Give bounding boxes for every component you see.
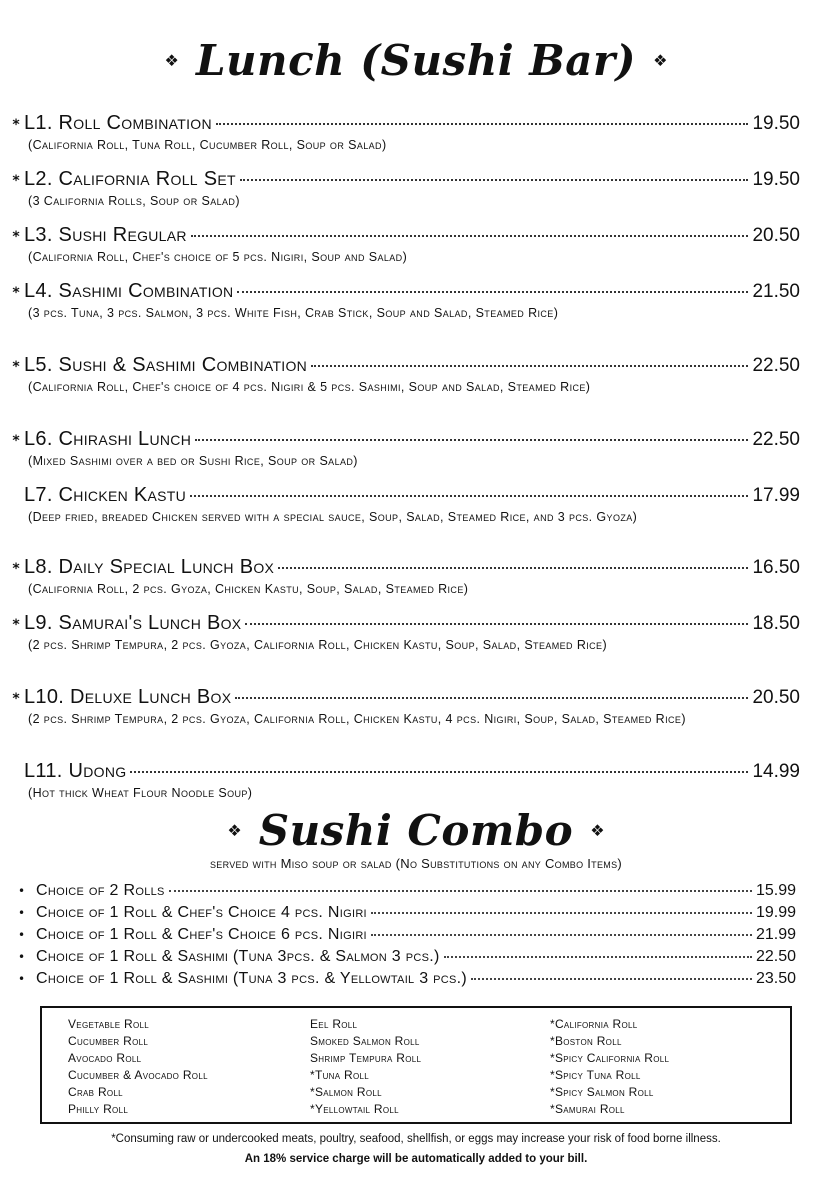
service-charge-note: An 18% service charge will be automatically added to your bill. bbox=[244, 1153, 588, 1165]
bullet-icon: • bbox=[18, 884, 26, 898]
menu-item-price: 20.50 bbox=[752, 225, 800, 246]
combo-item-name: Choice of 1 Roll & Sashimi (Tuna 3 pcs. & Yellowtail 3 pcs.) bbox=[36, 970, 468, 987]
menu-item-description: (Deep fried, breaded Chicken served with a special sauce, Soup, Salad, Steamed Rice, and 3 pcs. Gyoza) bbox=[28, 510, 638, 524]
menu-item-line bbox=[8, 556, 800, 580]
raw-marker: * bbox=[12, 173, 20, 189]
menu-item-name: L2. California Roll Set bbox=[24, 168, 236, 190]
raw-marker: * bbox=[12, 229, 20, 245]
combo-item-price: 23.50 bbox=[755, 970, 796, 987]
dot-leader bbox=[190, 495, 748, 497]
menu-item-line bbox=[8, 484, 800, 508]
menu-item-line bbox=[8, 612, 800, 636]
menu-item-price: 18.50 bbox=[752, 613, 800, 634]
menu-item-price: 22.50 bbox=[752, 355, 800, 376]
roll-option: Eel Roll bbox=[310, 1017, 358, 1031]
roll-column-2 bbox=[310, 1016, 421, 1118]
menu-item-description: (2 pcs. Shrimp Tempura, 2 pcs. Gyoza, California Roll, Chicken Kastu, 4 pcs. Nigiri, Soup, Salad, Steamed Rice) bbox=[28, 712, 686, 726]
menu-item-price: 20.50 bbox=[752, 687, 800, 708]
combo-title: Sushi Combo bbox=[258, 806, 574, 855]
menu-item bbox=[8, 556, 800, 598]
combo-item-name: Choice of 1 Roll & Chef's Choice 4 pcs. Nigiri bbox=[36, 904, 367, 921]
roll-option: Avocado Roll bbox=[68, 1051, 142, 1065]
menu-item-name: L7. Chicken Kastu bbox=[24, 484, 187, 506]
menu-item bbox=[8, 354, 800, 396]
menu-item bbox=[8, 224, 800, 266]
menu-item bbox=[8, 612, 800, 654]
roll-option: Philly Roll bbox=[68, 1102, 129, 1116]
dot-leader bbox=[216, 123, 749, 125]
ornament-right-icon: ❖ bbox=[653, 51, 668, 70]
menu-item-price: 22.50 bbox=[752, 429, 800, 450]
dot-leader bbox=[245, 623, 748, 625]
raw-food-warning: *Consuming raw or undercooked meats, poultry, seafood, shellfish, or eggs may increase your risk of food borne illness. bbox=[111, 1133, 721, 1145]
dot-leader bbox=[444, 956, 752, 958]
roll-option: *Yellowtail Roll bbox=[310, 1102, 399, 1116]
roll-column-1 bbox=[68, 1016, 208, 1118]
menu-item bbox=[8, 280, 800, 322]
menu-item-name: L4. Sashimi Combination bbox=[24, 280, 234, 302]
dot-leader bbox=[471, 978, 752, 980]
menu-item-line bbox=[8, 112, 800, 136]
menu-item-description: (3 California Rolls, Soup or Salad) bbox=[28, 194, 240, 208]
dot-leader bbox=[195, 439, 748, 441]
menu-item-name: L9. Samurai's Lunch Box bbox=[24, 612, 242, 634]
menu-item bbox=[8, 484, 800, 526]
combo-item-name: Choice of 2 Rolls bbox=[36, 882, 165, 899]
combo-item bbox=[18, 882, 796, 904]
combo-item-price: 22.50 bbox=[755, 948, 796, 965]
menu-item-line bbox=[8, 280, 800, 304]
menu-item-price: 21.50 bbox=[752, 281, 800, 302]
menu-item-name: L6. Chirashi Lunch bbox=[24, 428, 192, 450]
menu-item-name: L10. Deluxe Lunch Box bbox=[24, 686, 232, 708]
menu-item-description: (2 pcs. Shrimp Tempura, 2 pcs. Gyoza, California Roll, Chicken Kastu, Soup, Salad, Steamed Rice) bbox=[28, 638, 608, 652]
menu-item-line bbox=[8, 428, 800, 452]
menu-item-description: (California Roll, Chef's choice of 4 pcs. Nigiri & 5 pcs. Sashimi, Soup and Salad, Steamed Rice) bbox=[28, 380, 591, 394]
raw-marker: * bbox=[12, 117, 20, 133]
dot-leader bbox=[169, 890, 752, 892]
roll-option: Crab Roll bbox=[68, 1085, 123, 1099]
roll-option: Vegetable Roll bbox=[68, 1017, 149, 1031]
menu-item-line bbox=[8, 686, 800, 710]
menu-item-description: (Mixed Sashimi over a bed or Sushi Rice, Soup or Salad) bbox=[28, 454, 358, 468]
combo-item-price: 21.99 bbox=[755, 926, 796, 943]
menu-item-name: L1. Roll Combination bbox=[24, 112, 212, 134]
menu-item-price: 14.99 bbox=[752, 761, 800, 782]
combo-item bbox=[18, 948, 796, 970]
bullet-icon: • bbox=[18, 972, 26, 986]
menu-item-price: 19.50 bbox=[752, 113, 800, 134]
menu-item-line bbox=[8, 354, 800, 378]
combo-item-price: 15.99 bbox=[755, 882, 796, 899]
menu-item-price: 16.50 bbox=[752, 557, 800, 578]
menu-item bbox=[8, 686, 800, 728]
menu-item-name: L3. Sushi Regular bbox=[24, 224, 187, 246]
roll-option: *Spicy Salmon Roll bbox=[550, 1085, 654, 1099]
roll-option: Shrimp Tempura Roll bbox=[310, 1051, 422, 1065]
dot-leader bbox=[235, 697, 748, 699]
menu-item-line bbox=[8, 224, 800, 248]
roll-option: *California Roll bbox=[550, 1017, 638, 1031]
lunch-title-row bbox=[0, 36, 832, 85]
combo-title-row bbox=[0, 806, 832, 855]
menu-item bbox=[8, 168, 800, 210]
roll-option: *Tuna Roll bbox=[310, 1068, 370, 1082]
menu-item-name: L11. Udong bbox=[24, 760, 127, 782]
raw-marker: * bbox=[12, 359, 20, 375]
combo-item-name: Choice of 1 Roll & Chef's Choice 6 pcs. Nigiri bbox=[36, 926, 367, 943]
roll-option: *Salmon Roll bbox=[310, 1085, 382, 1099]
roll-column-3 bbox=[550, 1016, 669, 1118]
menu-item-description: (California Roll, 2 pcs. Gyoza, Chicken Kastu, Soup, Salad, Steamed Rice) bbox=[28, 582, 469, 596]
dot-leader bbox=[311, 365, 748, 367]
combo-item-price: 19.99 bbox=[755, 904, 796, 921]
ornament-right-icon: ❖ bbox=[590, 821, 605, 840]
menu-item-description: (3 pcs. Tuna, 3 pcs. Salmon, 3 pcs. White Fish, Crab Stick, Soup and Salad, Steamed Rice) bbox=[28, 306, 559, 320]
roll-option: Cucumber Roll bbox=[68, 1034, 149, 1048]
combo-item bbox=[18, 970, 796, 992]
ornament-left-icon: ❖ bbox=[164, 51, 179, 70]
menu-item bbox=[8, 428, 800, 470]
roll-option: *Samurai Roll bbox=[550, 1102, 625, 1116]
dot-leader bbox=[278, 567, 748, 569]
raw-marker: * bbox=[12, 617, 20, 633]
roll-option: *Spicy California Roll bbox=[550, 1051, 670, 1065]
ornament-left-icon: ❖ bbox=[227, 821, 242, 840]
combo-item bbox=[18, 904, 796, 926]
raw-marker: * bbox=[12, 561, 20, 577]
raw-marker: * bbox=[12, 433, 20, 449]
raw-marker: * bbox=[12, 691, 20, 707]
roll-option: *Spicy Tuna Roll bbox=[550, 1068, 641, 1082]
dot-leader bbox=[240, 179, 749, 181]
menu-item bbox=[8, 112, 800, 154]
lunch-title: Lunch (Sushi Bar) bbox=[195, 36, 637, 85]
bullet-icon: • bbox=[18, 950, 26, 964]
menu-item-price: 17.99 bbox=[752, 485, 800, 506]
combo-subtitle: served with Miso soup or salad (No Substitutions on any Combo Items) bbox=[209, 856, 623, 871]
menu-item-line bbox=[8, 168, 800, 192]
combo-item-name: Choice of 1 Roll & Sashimi (Tuna 3pcs. & Salmon 3 pcs.) bbox=[36, 948, 440, 965]
bullet-icon: • bbox=[18, 928, 26, 942]
dot-leader bbox=[130, 771, 748, 773]
dot-leader bbox=[371, 912, 752, 914]
menu-item-price: 19.50 bbox=[752, 169, 800, 190]
roll-option: Smoked Salmon Roll bbox=[310, 1034, 420, 1048]
combo-item bbox=[18, 926, 796, 948]
dot-leader bbox=[237, 291, 748, 293]
menu-item-line bbox=[8, 760, 800, 784]
roll-option: *Boston Roll bbox=[550, 1034, 622, 1048]
menu-item bbox=[8, 760, 800, 802]
menu-item-name: L5. Sushi & Sashimi Combination bbox=[24, 354, 308, 376]
roll-option: Cucumber & Avocado Roll bbox=[68, 1068, 208, 1082]
dot-leader bbox=[371, 934, 752, 936]
bullet-icon: • bbox=[18, 906, 26, 920]
roll-choices-box bbox=[40, 1006, 792, 1124]
menu-item-name: L8. Daily Special Lunch Box bbox=[24, 556, 275, 578]
dot-leader bbox=[191, 235, 749, 237]
menu-item-description: (Hot thick Wheat Flour Noodle Soup) bbox=[28, 786, 253, 800]
raw-marker: * bbox=[12, 285, 20, 301]
menu-item-description: (California Roll, Chef's choice of 5 pcs. Nigiri, Soup and Salad) bbox=[28, 250, 408, 264]
menu-item-description: (California Roll, Tuna Roll, Cucumber Roll, Soup or Salad) bbox=[28, 138, 387, 152]
